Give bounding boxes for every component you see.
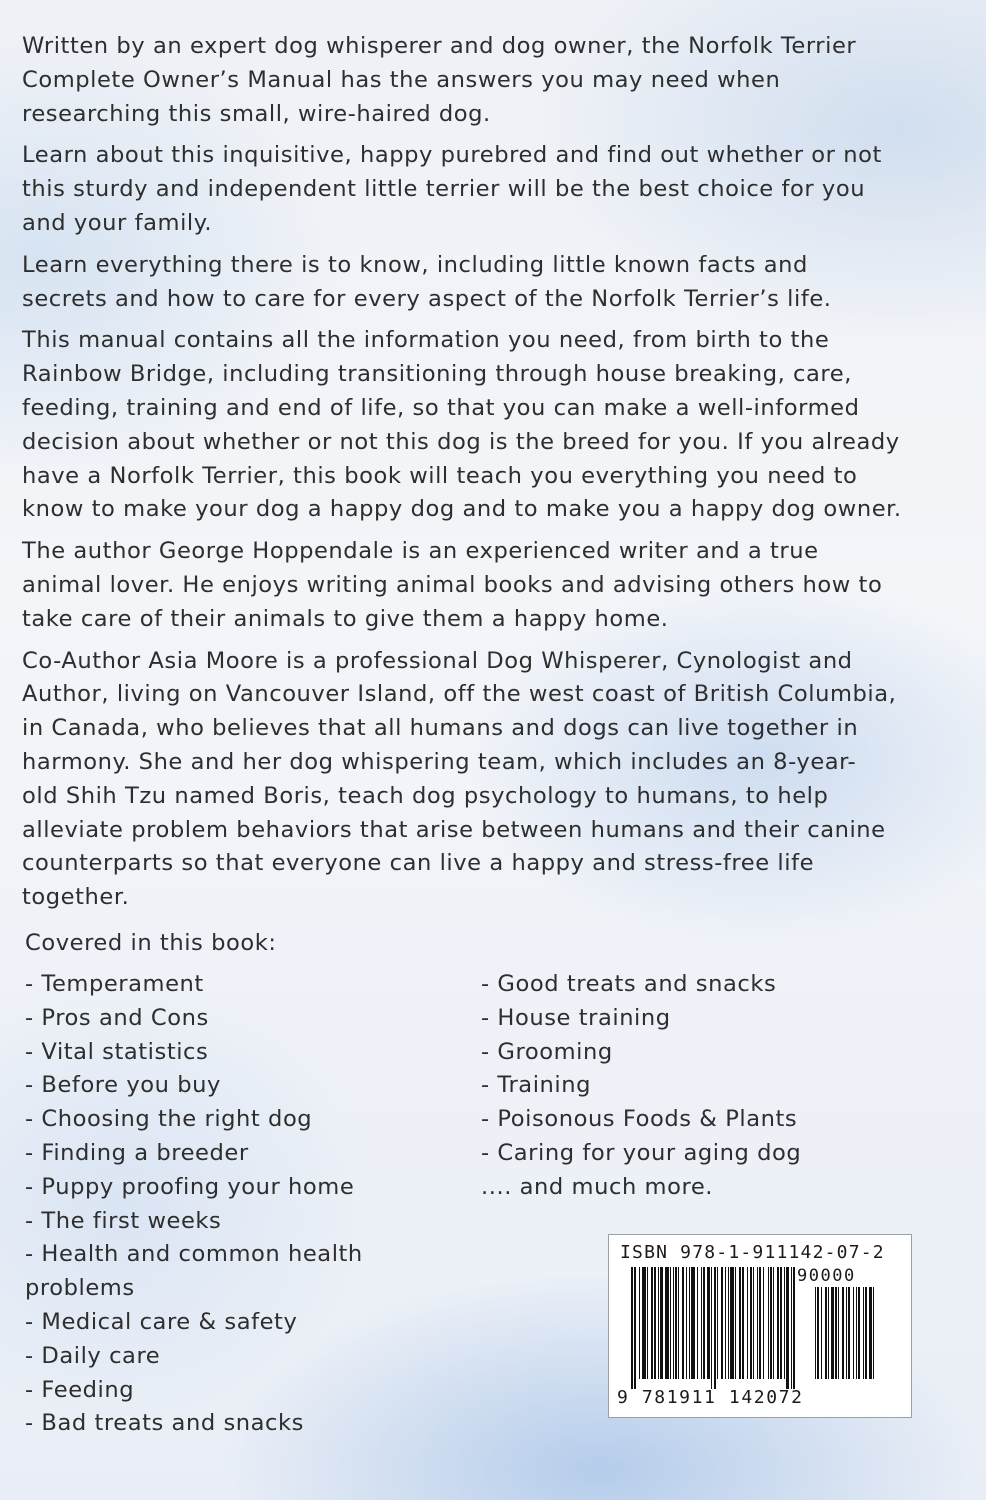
barcode-bar [673,1267,674,1379]
barcode-bar [654,1267,656,1379]
intro-paragraph: Written by an expert dog whisperer and dog owner, the Norfolk Terrier Complete Owner’s Manual has the answers you may need when researching this small, wire-haired dog. [22,33,857,127]
barcode-bar [848,1287,850,1379]
manual-contents-paragraph: This manual contains all the information you need, from birth to the Rainbow Bridge, including transitioning through house breaking, care, feeding, training and end of life, so that you can make a well-informed decision about whether or not this dog is the breed for you. If you already have a Norfolk Terrier, this book will teach you everything you need to know to make your dog a happy dog and to make you a happy dog owner. [22,327,902,523]
barcode-bar [658,1267,659,1379]
barcode-bar [835,1287,837,1379]
barcode-bar [686,1267,687,1379]
barcode-bar [714,1267,716,1389]
barcode-bar [856,1287,857,1379]
barcode-bar [780,1267,782,1379]
list-item: - Good treats and snacks [481,971,777,997]
list-item: - House training [481,1004,671,1031]
list-item: - Finding a breeder [25,1139,249,1166]
isbn-barcode [608,1234,912,1418]
barcode-bar [786,1267,789,1389]
barcode-bar [675,1267,677,1379]
barcode-bar [725,1267,726,1379]
barcode-bar [853,1287,854,1379]
barcode-bar [697,1267,698,1379]
barcode-bar [773,1267,774,1379]
barcode-bar [817,1287,819,1379]
covered-heading: Covered in this book: [25,930,277,956]
list-item: - Feeding [25,1376,135,1403]
barcode-bar [828,1287,829,1379]
barcode-bar [735,1267,736,1379]
barcode-bar [678,1267,679,1379]
barcode-bar [691,1267,695,1379]
barcode-bar [717,1267,718,1379]
barcode-bar [768,1267,769,1379]
isbn-label: ISBN 978-1-911142-07-2 [620,1242,885,1263]
barcode-bar [753,1267,754,1379]
barcode-bar [846,1287,847,1379]
barcode-bar [815,1287,816,1379]
barcode-bar [689,1267,690,1379]
list-item: - Health and common health problems [25,1241,363,1302]
list-item: - Caring for your aging dog [481,1139,802,1166]
barcode-bar [770,1267,772,1379]
price-code: 90000 [797,1266,856,1286]
barcode-bar [707,1267,710,1379]
list-item: - Training [481,1072,591,1099]
barcode-bar [651,1267,653,1379]
list-item: - Medical care & safety [25,1308,298,1335]
barcode-bar [869,1287,872,1379]
list-item: - The first weeks [25,1207,222,1234]
ean-digits: 9 781911 142072 [617,1387,804,1408]
barcode-bar [821,1287,822,1379]
barcode-bar [682,1267,684,1379]
list-item: - Temperament [25,971,204,997]
barcode-bar [777,1267,779,1379]
ean-bars [631,1267,809,1389]
list-item: - Before you buy [25,1072,221,1099]
list-item: - Vital statistics [25,1038,209,1065]
barcode-bar [791,1267,792,1389]
topics-list-left [25,968,445,1441]
coauthor-bio-paragraph: Co-Author Asia Moore is a professional Dog Whisperer, Cynologist and Author, living on Vancouver Island, off the west coast of British Columbia, in Canada, who believes that all humans and dogs can live together in harmony. She and her dog whispering team, which includes an 8-year- old Shih Tzu named Boris, teach dog psychology to humans, to help alleviate problem behaviors that arise between humans and their canine counterparts so that everyone can live a happy and stress-free life together. [22,647,897,911]
learn-about-paragraph: Learn about this inquisitive, happy purebred and find out whether or not this sturdy and independent little terrier will be the best choice for you and your family. [22,142,882,236]
barcode-bar [721,1267,723,1379]
barcode-bar [858,1287,860,1379]
barcode-bar [647,1267,648,1379]
barcode-bar [750,1267,752,1379]
list-item: - Puppy proofing your home [25,1173,355,1200]
barcode-bar [759,1267,761,1379]
barcode-bar [639,1267,640,1379]
list-item: - Grooming [481,1038,613,1065]
learn-everything-paragraph: Learn everything there is to know, including little known facts and secrets and how to care for every aspect of the Norfolk Terrier’s life. [22,251,832,312]
barcode-bar [642,1267,646,1379]
addon-bars [815,1287,899,1389]
barcode-bar [793,1267,795,1389]
barcode-bar [865,1287,867,1379]
barcode-bar [842,1287,844,1379]
barcode-bar [631,1267,633,1389]
description-text [22,30,962,923]
barcode-bar [863,1287,864,1379]
barcode-bar [730,1267,734,1379]
barcode-bar [838,1287,839,1379]
list-item: - Pros and Cons [25,1004,209,1031]
barcode-bar [739,1267,741,1379]
barcode-bar [660,1267,663,1379]
barcode-bar [831,1287,834,1379]
barcode-bar [711,1267,712,1389]
barcode-bar [784,1267,785,1379]
list-item: - Choosing the right dog [25,1106,313,1133]
list-item: - Bad treats and snacks [25,1410,304,1437]
barcode-bar [873,1287,874,1379]
barcode-bar [763,1267,764,1379]
barcode-bar [757,1267,758,1379]
barcode-bar [634,1267,636,1389]
barcode-bar [701,1267,702,1379]
list-item: .... and much more. [481,1173,714,1200]
list-item: - Daily care [25,1342,161,1369]
barcode-bar [665,1267,669,1379]
barcode-bar [747,1267,748,1379]
author-bio-paragraph: The author George Hoppendale is an experienced writer and a true animal lover. He enjoys writing animal books and advising others how to take care of their animals to give them a happy home. [22,538,883,632]
barcode-bar [825,1287,827,1379]
list-item: - Poisonous Foods & Plants [481,1106,798,1133]
topics-list-right [481,968,921,1205]
barcode-bar [742,1267,744,1379]
barcode-bar [703,1267,705,1379]
barcode-bar [728,1267,729,1379]
barcode-bar [670,1267,671,1379]
